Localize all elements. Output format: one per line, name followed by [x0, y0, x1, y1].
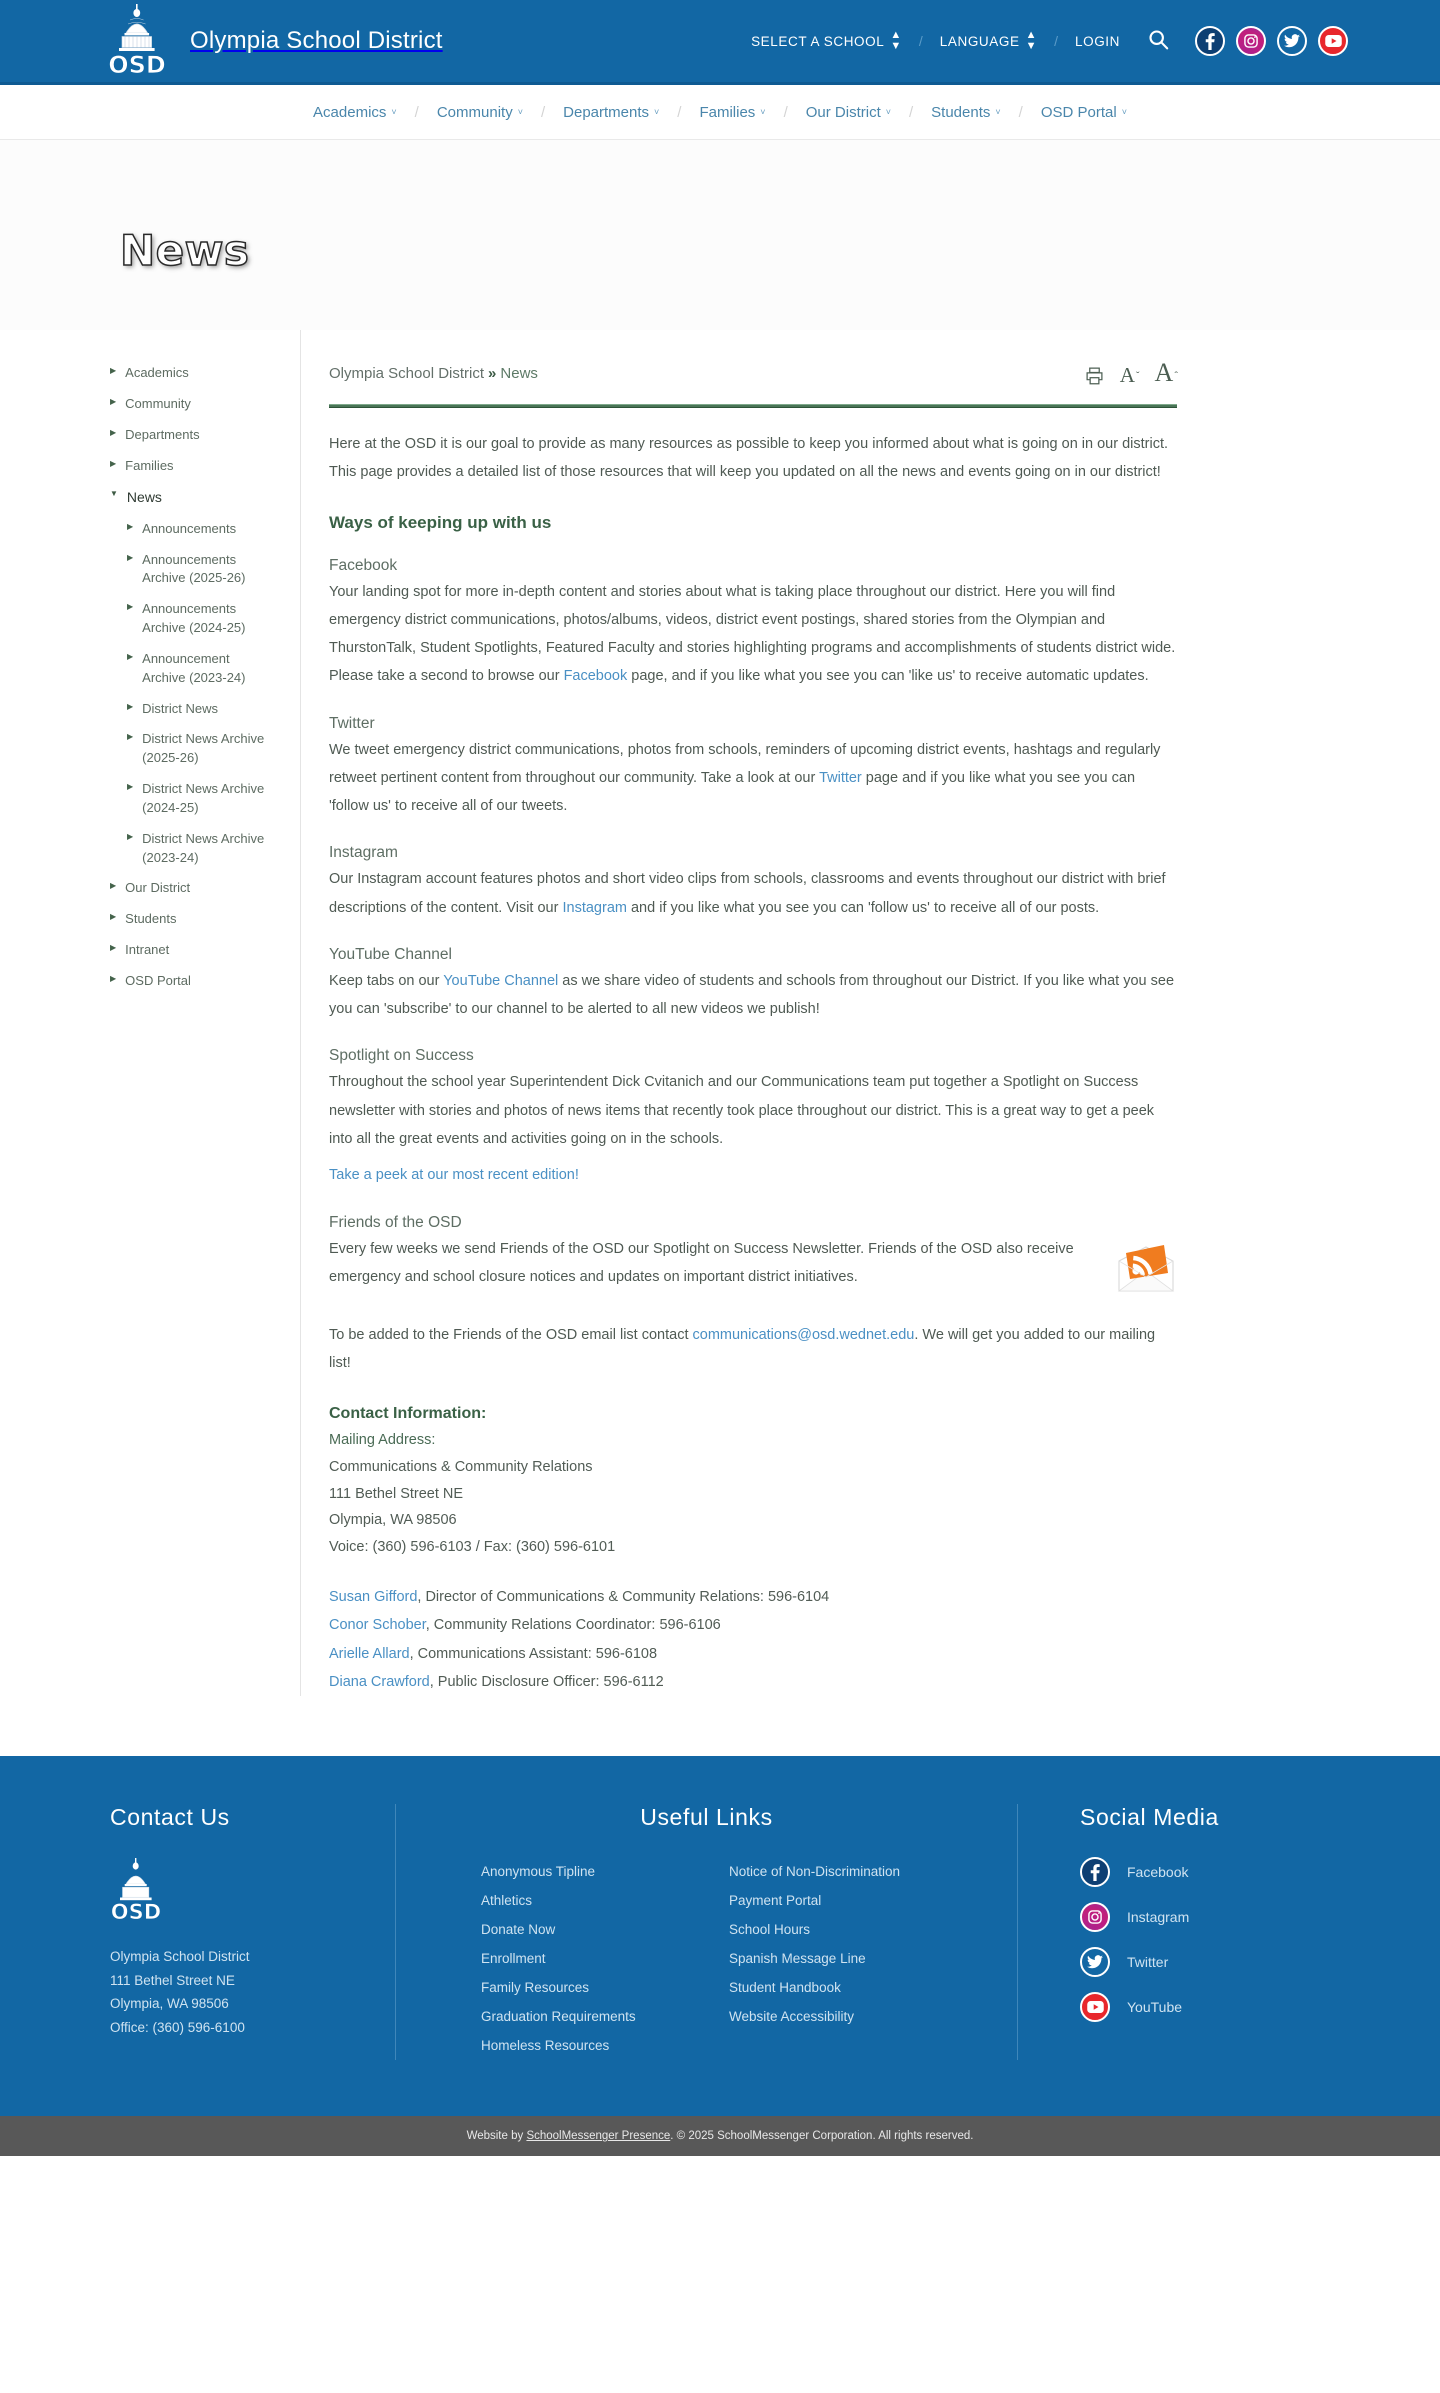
nav-item-our-district[interactable]: [804, 104, 893, 121]
svg-text:OSD: OSD: [108, 51, 166, 79]
triangle-right-icon: ▶: [127, 552, 134, 562]
footer-address-line: Olympia, WA 98506: [110, 1996, 229, 2012]
communications-email-link[interactable]: communications@osd.wednet.edu: [692, 1326, 915, 1343]
staff-line: [329, 1640, 1177, 1668]
footer-social-heading: Social Media: [1080, 1804, 1219, 1831]
search-button[interactable]: [1148, 29, 1169, 53]
increase-font-button[interactable]: [1155, 358, 1177, 388]
triangle-down-icon: ▼: [110, 489, 118, 499]
sidebar-item-label: Announcements Archive (2025-26): [142, 551, 246, 586]
triangle-right-icon: ▶: [127, 701, 134, 711]
site-logo-link[interactable]: [108, 3, 443, 79]
footer-social-label-facebook[interactable]: Facebook: [1127, 1864, 1189, 1881]
twitter-paragraph: [329, 736, 1177, 821]
facebook-icon[interactable]: [1080, 1857, 1110, 1887]
triangle-right-icon: ▶: [110, 458, 117, 468]
address-line: Olympia, WA 98506: [329, 1512, 457, 1529]
nav-item-community[interactable]: [435, 104, 525, 121]
footer-link-student-handbook[interactable]: Student Handbook: [729, 1980, 841, 1996]
staff-role-text: , Community Relations Coordinator: 596-6106: [425, 1617, 721, 1634]
copyright-post: . © 2025 SchoolMessenger Corporation. All rights reserved.: [670, 2130, 974, 2143]
sidebar-item-label: Departments: [125, 426, 200, 442]
nav-divider: /: [540, 103, 546, 121]
youtube-icon[interactable]: [1318, 26, 1348, 56]
footer-social-row[interactable]: [1080, 1902, 1348, 1932]
footer-link-anonymous-tipline[interactable]: Anonymous Tipline: [481, 1864, 596, 1880]
sidebar-item-district-news-archive-2024-25[interactable]: [110, 774, 274, 824]
footer-link-notice-of-non-discrimination[interactable]: Notice of Non-Discrimination: [729, 1864, 901, 1880]
instagram-icon[interactable]: [1080, 1902, 1110, 1932]
section-sidebar: [0, 330, 300, 1696]
nav-item-academics[interactable]: [311, 104, 399, 121]
email-invite-post: . We will get you added to our mailing list!: [329, 1326, 1156, 1371]
nav-divider: /: [783, 103, 788, 121]
copyright-pre: Website by: [466, 2130, 527, 2143]
sidebar-item-intranet[interactable]: [110, 935, 274, 966]
footer-links-column: [395, 1804, 1018, 2060]
nav-divider: /: [1018, 103, 1023, 121]
schoolmessenger-link[interactable]: SchoolMessenger Presence: [526, 2130, 671, 2143]
instagram-text-2: and if you like what you see you can 'follow us' to receive all of our posts.: [626, 899, 1100, 916]
mailing-address-label: Mailing Address:: [329, 1432, 436, 1449]
triangle-right-icon: ▶: [110, 427, 117, 437]
sidebar-item-announcements[interactable]: [110, 514, 274, 545]
instagram-icon[interactable]: [1236, 26, 1266, 56]
chevron-down-icon: ˅: [391, 107, 397, 117]
footer-useful-links-heading: Useful Links: [640, 1804, 773, 1831]
youtube-text-1: Keep tabs on our: [329, 972, 444, 989]
instagram-paragraph: [329, 865, 1177, 922]
updown-arrow-icon: ▲ ▼: [890, 29, 902, 52]
sidebar-item-label: OSD Portal: [125, 973, 191, 989]
breadcrumb-root[interactable]: Olympia School District: [329, 364, 485, 382]
mailing-address-lines: [329, 1454, 1177, 1561]
footer-link-athletics[interactable]: Athletics: [481, 1893, 533, 1909]
sidebar-item-announcements-archive-2025-26[interactable]: [110, 545, 274, 595]
spotlight-edition-link[interactable]: Take a peek at our most recent edition!: [329, 1167, 579, 1184]
spotlight-heading: Spotlight on Success: [329, 1047, 474, 1065]
language-label: LANGUAGE: [939, 33, 1020, 49]
instagram-text-1: Our Instagram account features photos and short video clips from schools, classrooms and events throughout our district with brief descriptions of the content. Visit our: [329, 871, 1166, 916]
facebook-icon[interactable]: [1195, 26, 1225, 56]
nav-item-families[interactable]: [697, 104, 767, 121]
twitter-icon[interactable]: [1277, 26, 1307, 56]
sidebar-item-label: District News Archive (2023-24): [142, 830, 265, 865]
sidebar-item-announcements-archive-2024-25[interactable]: [110, 594, 274, 644]
footer-link-spanish-message-line[interactable]: Spanish Message Line: [729, 1951, 866, 1967]
printer-icon: [1085, 367, 1104, 388]
sidebar-item-label: Students: [125, 911, 177, 927]
footer-link-donate-now[interactable]: Donate Now: [481, 1922, 556, 1938]
sidebar-item-label: Announcements Archive (2024-25): [142, 601, 246, 636]
twitter-text-2: page and if you like what you see you can 'follow us' to receive all of our tweets.: [329, 769, 1136, 815]
footer-link-payment-portal[interactable]: Payment Portal: [729, 1893, 822, 1909]
twitter-icon[interactable]: [1080, 1947, 1110, 1977]
sidebar-nav-list: [110, 358, 274, 997]
sidebar-item-label: Academics: [125, 365, 189, 380]
footer-contact-column: [110, 1804, 395, 2060]
footer-links-col-1: [481, 1857, 729, 2060]
main-nav-list: [311, 104, 1129, 121]
sidebar-item-label: Families: [125, 457, 174, 473]
sidebar-item-district-news-archive-2023-24[interactable]: [110, 824, 274, 874]
sidebar-item-departments[interactable]: [110, 420, 274, 451]
footer-social-column: [1018, 1804, 1348, 2060]
chevron-down-icon: ˅: [517, 107, 523, 117]
footer-social-label-instagram[interactable]: Instagram: [1127, 1909, 1190, 1926]
footer-address-line: Olympia School District: [110, 1949, 250, 1965]
rss-envelope-icon: [1115, 1241, 1177, 1293]
sidebar-item-students[interactable]: [110, 904, 274, 935]
staff-email-link[interactable]: Diana Crawford: [329, 1673, 430, 1690]
increase-font-caret: ˆ: [1174, 370, 1178, 382]
svg-text:OSD: OSD: [110, 1900, 162, 1925]
footer-social-row[interactable]: [1080, 1857, 1348, 1887]
footer-social-list: [1080, 1857, 1348, 2022]
staff-email-link[interactable]: Susan Gifford: [329, 1589, 418, 1606]
nav-item-departments[interactable]: [561, 104, 661, 121]
chevron-down-icon: ˅: [760, 107, 766, 117]
footer-address-line: 111 Bethel Street NE: [110, 1972, 235, 1988]
staff-line: [329, 1668, 1177, 1696]
copyright-bar: [0, 2116, 1440, 2156]
select-a-school-label: SELECT A SCHOOL: [751, 33, 885, 49]
content-divider: [329, 404, 1177, 408]
sidebar-item-label: District News Archive (2025-26): [142, 731, 265, 766]
site-footer: [0, 1756, 1440, 2156]
nav-item-label: OSD Portal: [1040, 103, 1117, 121]
friends-paragraph: Every few weeks we send Friends of the OSD our Spotlight on Success Newsletter. Friends of the OSD also receive emergency and school closure notices and updates on important district initiatives.: [329, 1240, 1074, 1285]
nav-item-label: Students: [931, 103, 991, 121]
sidebar-item-label: Our District: [125, 880, 191, 896]
footer-osd-logo-icon: [110, 1857, 162, 1925]
sidebar-item-label: Intranet: [125, 942, 170, 958]
address-line: Communications & Community Relations: [329, 1458, 593, 1475]
header-social-links: [1195, 26, 1348, 56]
sidebar-item-academics[interactable]: [110, 358, 274, 389]
spotlight-link-paragraph: [329, 1161, 1177, 1189]
nav-item-osd-portal[interactable]: [1039, 104, 1129, 121]
breadcrumb-current: News: [500, 364, 538, 382]
nav-item-label: Departments: [563, 103, 650, 121]
footer-social-label-twitter[interactable]: Twitter: [1127, 1954, 1169, 1971]
chevron-down-icon: ˅: [885, 107, 891, 117]
triangle-right-icon: ▶: [127, 732, 134, 742]
facebook-inline-link[interactable]: Facebook: [563, 668, 628, 685]
twitter-heading: Twitter: [329, 714, 375, 732]
login-link[interactable]: LOGIN: [1074, 33, 1120, 49]
footer-link-enrollment[interactable]: Enrollment: [481, 1951, 546, 1967]
footer-link-school-hours[interactable]: School Hours: [729, 1922, 811, 1938]
youtube-text-2: as we share video of students and schools from throughout our District. If you like what you see you can 'subscribe' to our channel to be alerted to all new videos we publish!: [329, 972, 1175, 1018]
main-navigation: [0, 85, 1440, 140]
updown-arrow-icon-2: ▲ ▼: [1025, 29, 1038, 52]
staff-role-text: , Public Disclosure Officer: 596-6112: [429, 1673, 664, 1690]
triangle-right-icon: ▶: [127, 521, 134, 531]
page-tools: [1085, 358, 1177, 388]
triangle-right-icon: ▶: [110, 396, 117, 406]
nav-item-label: Academics: [313, 103, 387, 121]
staff-email-link[interactable]: Conor Schober: [329, 1617, 426, 1634]
footer-address-lines: [110, 1945, 395, 2040]
footer-link-website-accessibility[interactable]: Website Accessibility: [729, 2009, 855, 2025]
nav-divider: /: [414, 103, 419, 121]
breadcrumb: [329, 365, 538, 382]
sidebar-item-label: Announcements: [142, 520, 237, 536]
staff-line: [329, 1583, 1177, 1611]
chevron-down-icon: ˅: [1121, 107, 1127, 117]
youtube-paragraph: [329, 967, 1177, 1024]
nav-item-label: Families: [699, 103, 756, 121]
print-button[interactable]: [1085, 367, 1104, 388]
copyright-text: [467, 2130, 974, 2142]
staff-line: [329, 1611, 1177, 1639]
sidebar-item-label: Announcement Archive (2023-24): [142, 650, 246, 685]
ways-heading: Ways of keeping up with us: [329, 512, 552, 532]
breadcrumb-separator: »: [488, 364, 497, 382]
nav-divider: /: [909, 103, 914, 121]
sidebar-item-label: District News: [142, 700, 218, 716]
facebook-text-2: page, and if you like what you see you can 'like us' to receive automatic updates.: [627, 668, 1149, 685]
staff-role-text: , Director of Communications & Community Relations: 596-6104: [417, 1589, 830, 1606]
increase-font-letter: A: [1154, 358, 1174, 387]
sidebar-item-label: District News Archive (2024-25): [142, 781, 265, 815]
footer-address-line: Office: (360) 596-6100: [110, 2020, 245, 2036]
page-title: News: [120, 226, 250, 275]
triangle-right-icon: ▶: [110, 366, 117, 375]
youtube-inline-link[interactable]: YouTube Channel: [443, 972, 559, 989]
triangle-right-icon: ▶: [110, 974, 117, 984]
instagram-inline-link[interactable]: Instagram: [562, 899, 627, 916]
language-dropdown[interactable]: [940, 30, 1037, 52]
sidebar-item-district-news[interactable]: [110, 694, 274, 725]
decrease-font-button[interactable]: [1120, 363, 1139, 388]
footer-social-row[interactable]: [1080, 1947, 1348, 1977]
main-content: [300, 330, 1440, 1696]
sidebar-item-news[interactable]: [110, 481, 274, 513]
youtube-heading: YouTube Channel: [329, 945, 452, 963]
email-invite-pre: To be added to the Friends of the OSD email list contact: [329, 1326, 693, 1343]
sidebar-item-our-district[interactable]: [110, 873, 274, 904]
twitter-inline-link[interactable]: Twitter: [819, 769, 862, 786]
facebook-text-1: Your landing spot for more in-depth content and stories about what is taking place throughout our district. Here you will find emergency district communications, photos/albums, videos, district event postings, shared stories from the Olympian and ThurstonTalk, Student Spotlights, Featured Faculty and stories highlighting programs and accomplishments of students district wide. Please take a second to browse our: [329, 583, 1176, 685]
footer-social-label-youtube[interactable]: YouTube: [1127, 1999, 1183, 2016]
sidebar-item-label: Community: [125, 395, 191, 411]
chevron-down-icon: ˅: [654, 107, 660, 117]
nav-item-label: Our District: [805, 103, 881, 121]
breadcrumb-row: [329, 358, 1177, 404]
sidebar-item-district-news-archive-2025-26[interactable]: [110, 724, 274, 774]
spotlight-paragraph: Throughout the school year Superintendent Dick Cvitanich and our Communications team put together a Spotlight on Success newsletter with stories and photos of news items that recently took place throughout our district. This is a great way to get a peek into all the great events and activities going on in the schools.: [329, 1074, 1155, 1147]
twitter-text-1: We tweet emergency district communications, photos from schools, reminders of upcoming district events, hashtags and regularly retweet pertinent content from throughout our community. Take a look at our: [329, 741, 1161, 786]
site-header: [0, 0, 1440, 85]
triangle-right-icon: ▶: [127, 782, 134, 792]
district-title: Olympia School District: [190, 27, 443, 54]
instagram-heading: Instagram: [329, 844, 398, 862]
nav-item-label: Community: [436, 103, 513, 121]
nav-divider: /: [677, 103, 682, 121]
sidebar-item-label: News: [126, 489, 162, 506]
contact-information-heading: Contact Information:: [329, 1405, 487, 1423]
decrease-font-letter: A: [1119, 363, 1135, 387]
triangle-right-icon: ▶: [127, 602, 134, 612]
footer-contact-heading: Contact Us: [110, 1804, 230, 1831]
triangle-right-icon: ▶: [110, 912, 117, 922]
chevron-down-icon: ˅: [995, 107, 1001, 117]
footer-links-col-2: [729, 1857, 977, 2060]
footer-link-family-resources[interactable]: Family Resources: [481, 1980, 590, 1996]
footer-link-graduation-requirements[interactable]: Graduation Requirements: [481, 2009, 636, 2025]
footer-link-homeless-resources[interactable]: Homeless Resources: [481, 2038, 610, 2054]
header-utility-nav: [751, 26, 1348, 56]
search-icon: [1148, 29, 1169, 53]
address-line: 111 Bethel Street NE: [329, 1485, 464, 1502]
staff-email-link[interactable]: Arielle Allard: [329, 1645, 410, 1662]
sidebar-item-community[interactable]: [110, 389, 274, 420]
youtube-icon[interactable]: [1080, 1992, 1110, 2022]
osd-capitol-logo-icon: [108, 3, 166, 79]
facebook-paragraph: [329, 578, 1177, 691]
header-divider-1: /: [918, 33, 923, 49]
page-banner: [0, 140, 1440, 330]
select-a-school-dropdown[interactable]: [751, 30, 902, 52]
triangle-right-icon: ▶: [127, 651, 134, 661]
triangle-right-icon: ▶: [110, 881, 117, 891]
intro-paragraph: Here at the OSD it is our goal to provide as many resources as possible to keep you informed about what is going on in our district. This page provides a detailed list of those resources that will keep you updated on all the news and events going on in our district!: [329, 436, 1169, 481]
triangle-right-icon: ▶: [127, 831, 134, 841]
friends-heading: Friends of the OSD: [329, 1213, 462, 1231]
sidebar-item-families[interactable]: [110, 451, 274, 482]
header-divider-2: /: [1054, 33, 1058, 49]
facebook-heading: Facebook: [329, 556, 398, 574]
staff-contact-list: [329, 1583, 1177, 1696]
nav-item-students[interactable]: [929, 104, 1002, 121]
staff-role-text: , Communications Assistant: 596-6108: [409, 1645, 658, 1662]
sidebar-item-osd-portal[interactable]: [110, 966, 274, 997]
triangle-right-icon: ▶: [110, 943, 117, 953]
sidebar-item-announcement-archive-2023-24[interactable]: [110, 644, 274, 694]
address-line: Voice: (360) 596-6103 / Fax: (360) 596-6101: [329, 1539, 616, 1556]
email-invite-paragraph: [329, 1321, 1177, 1378]
decrease-font-caret: ˇ: [1135, 370, 1140, 382]
footer-social-row[interactable]: [1080, 1992, 1348, 2022]
